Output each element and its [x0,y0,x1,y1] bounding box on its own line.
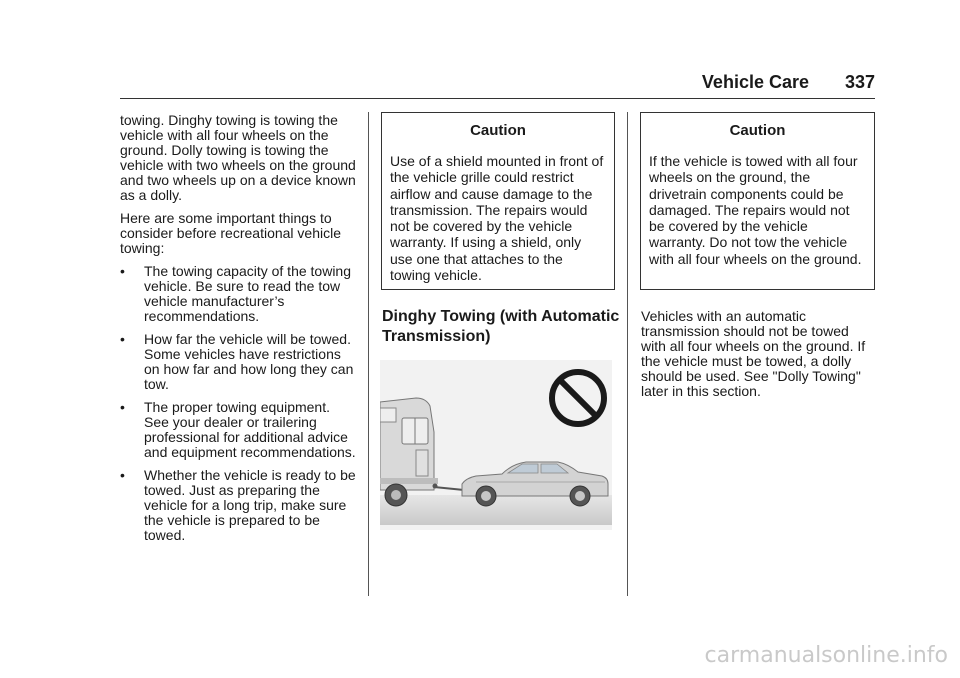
bullet-icon: • [120,331,125,347]
section-title: Vehicle Care [701,72,809,92]
page-number: 337 [844,72,875,92]
list-item [120,264,356,324]
list-item [120,468,356,543]
bullet-icon: • [120,467,125,483]
caution-title: Caution [470,122,526,139]
list-item-text: The towing capacity of the towing vehicle. Be sure to read the tow vehicle manufacturer’s recommendations. [144,263,352,324]
paragraph: Vehicles with an automatic transmission should not be towed with all four wheels on the ground. If the vehicle must be towed, a dolly should be used. See "Dolly Towing" later in this section. [641,308,866,399]
left-column [120,113,356,551]
bullet-icon: • [120,399,125,415]
section-heading: Dinghy Towing (with Automatic Transmission) [382,308,620,345]
list-item [120,400,356,460]
page-header [120,70,875,99]
list-item-text: Whether the vehicle is ready to be towed. Just as preparing the vehicle for a long trip, make sure the vehicle is prepared to be towed. [144,467,356,543]
caution-title: Caution [729,122,786,139]
right-column [641,309,877,407]
paragraph: towing. Dinghy towing is towing the vehicle with all four wheels on the ground. Dolly towing is towing the vehicle with two wheels on the ground and two wheels up on a device known as a dolly. [120,112,356,203]
watermark: carmanualsonline.info [704,643,948,668]
rv-vehicle [380,398,438,506]
caution-body: If the vehicle is towed with all four wheels on the ground, the drivetrain components could be damaged. The repairs would not be covered by the vehicle warranty. Do not tow the vehicle with all four wheels on the ground. [649,153,862,267]
column-divider [627,112,628,596]
list-item [120,332,356,392]
list-item-text: The proper towing equipment. See your dealer or trailering professional for additional advice and equipment recommendations. [144,399,356,460]
bullet-icon: • [120,263,125,279]
bullet-list [120,264,356,543]
caution-box [640,112,875,290]
caution-box [381,112,615,290]
column-divider [368,112,369,596]
dinghy-towing-illustration [380,360,612,538]
caution-body: Use of a shield mounted in front of the vehicle grille could restrict airflow and cause damage to the transmission. The repairs would not be covered by the vehicle warranty. If using a shield, only use one that attaches to the towing vehicle. [390,153,604,284]
paragraph: Here are some important things to consider before recreational vehicle towing: [120,210,342,256]
list-item-text: How far the vehicle will be towed. Some vehicles have restrictions on how far and how long they can tow. [144,331,354,392]
